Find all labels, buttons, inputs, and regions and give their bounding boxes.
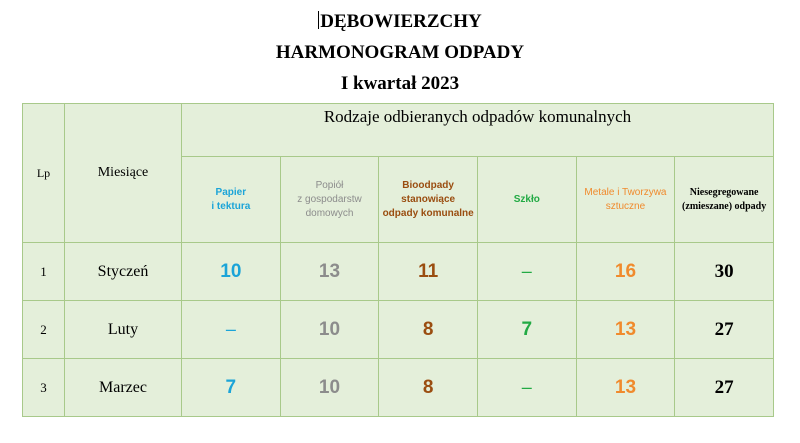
category-label-line: odpady komunalne [382,207,474,219]
location-text: DĘBOWIERZCHY [320,11,482,32]
row-month: Styczeń [65,243,182,301]
category-header-mixed [675,157,774,243]
category-header-paper [182,157,281,243]
cell-ash: 10 [280,359,379,417]
row-month: Marzec [65,359,182,417]
column-header-lp: Lp [23,104,65,243]
category-label-line: z gospodarstw [297,193,362,205]
cell-mixed: 27 [675,359,774,417]
cell-metal-plastic: 13 [576,301,675,359]
category-header-glass [477,157,576,243]
cell-metal-plastic: 13 [576,359,675,417]
waste-types-group-header: Rodzaje odbieranych odpadów komunalnych [182,104,774,157]
cell-paper: 7 [182,359,281,417]
waste-schedule-table [22,103,774,417]
row-month: Luty [65,301,182,359]
cell-bio: 11 [379,243,478,301]
cell-glass: – [477,359,576,417]
category-label-line: Niesegregowane [689,186,759,198]
cell-glass: 7 [477,301,576,359]
category-header-bio [379,157,478,243]
document-header [0,8,800,98]
schedule-period: I kwartał 2023 [340,73,460,94]
category-label-line: (zmieszane) odpady [682,200,767,212]
cell-mixed: 27 [675,301,774,359]
cell-paper: 10 [182,243,281,301]
category-label-line: Bioodpady stanowiące [401,179,456,205]
category-label-line: Popiół [315,179,344,191]
category-label-line: i tektura [211,200,251,212]
schedule-title: HARMONOGRAM ODPADY [275,42,525,63]
category-header-ash [280,157,379,243]
table-row [23,301,774,359]
row-number: 2 [23,301,65,359]
cell-bio: 8 [379,359,478,417]
cell-metal-plastic: 16 [576,243,675,301]
location-title [0,8,800,36]
category-label-line: sztuczne [605,200,646,212]
header-row-group [23,104,774,157]
category-label-line: Papier [215,186,247,198]
cell-bio: 8 [379,301,478,359]
category-label-line: Metale i Tworzywa [584,186,667,198]
cell-mixed: 30 [675,243,774,301]
table-row [23,359,774,417]
table-row [23,243,774,301]
column-header-month: Miesiące [65,104,182,243]
row-number: 1 [23,243,65,301]
category-header-metal-plastic [576,157,675,243]
cell-paper: – [182,301,281,359]
category-label-line: domowych [305,207,354,219]
cell-glass: – [477,243,576,301]
category-label-line: Szkło [513,193,540,205]
cell-ash: 10 [280,301,379,359]
row-number: 3 [23,359,65,417]
cell-ash: 13 [280,243,379,301]
